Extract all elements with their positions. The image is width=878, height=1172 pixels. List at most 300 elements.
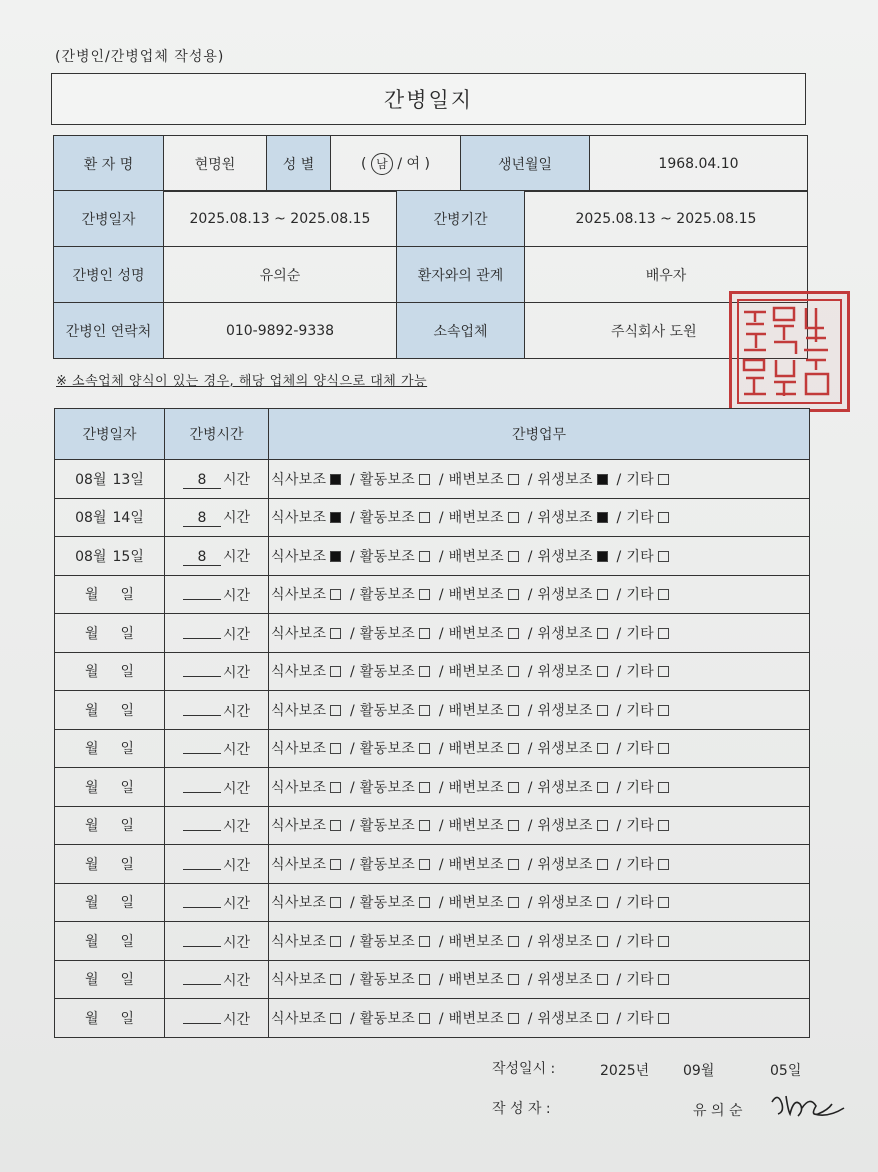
- log-hours-suffix: 시간: [222, 819, 251, 836]
- written-date-label: 작성일시 :: [492, 1061, 556, 1077]
- table-row: [55, 960, 810, 999]
- log-hours-cell: [165, 883, 269, 922]
- duty-checkbox[interactable]: [508, 512, 519, 523]
- author-signature: [768, 1088, 848, 1124]
- duty-label: 배변보조: [448, 933, 504, 950]
- duty-checkbox[interactable]: [419, 897, 430, 908]
- log-duties-cell: 식사보조 / 활동보조 / 배변보조 / 위생보조 / 기타: [269, 768, 810, 807]
- log-hours-cell: [165, 498, 269, 537]
- log-day-suffix: 일: [130, 548, 144, 565]
- relation-label: 환자와의 관계: [397, 247, 525, 303]
- duty-label: 위생보조: [537, 587, 593, 604]
- duty-checkbox[interactable]: [419, 859, 430, 870]
- log-date-cell: [55, 999, 165, 1038]
- log-date-cell: [55, 845, 165, 884]
- table-row: [55, 806, 810, 845]
- log-duties-cell: 식사보조 / 활동보조 / 배변보조 / 위생보조 / 기타: [269, 537, 810, 576]
- table-row: [55, 845, 810, 884]
- duty-label: 활동보조: [359, 510, 416, 527]
- duty-label: 위생보조: [537, 933, 593, 950]
- log-hours-cell: [165, 537, 269, 576]
- duty-label: 기타: [626, 933, 654, 950]
- duty-label: 식사보조: [271, 548, 327, 565]
- written-day: 05일: [770, 1063, 802, 1079]
- log-hours-value: [183, 776, 221, 793]
- duty-checkbox[interactable]: [658, 589, 669, 600]
- log-hours-cell: [165, 691, 269, 730]
- duty-checkbox[interactable]: [658, 936, 669, 947]
- table-row: [55, 999, 810, 1038]
- duty-label: 위생보조: [537, 779, 593, 796]
- duty-label: 활동보조: [359, 664, 416, 681]
- form-title: 간병일지: [51, 73, 806, 125]
- log-duties-cell: 식사보조 / 활동보조 / 배변보조 / 위생보조 / 기타: [269, 960, 810, 999]
- duty-checkbox[interactable]: [658, 859, 669, 870]
- gender-male-circled: 남: [371, 153, 393, 175]
- patient-name-value: 현명원: [164, 136, 267, 192]
- log-hours-suffix: 시간: [222, 934, 251, 951]
- caregiver-contact-value: 010-9892-9338: [164, 303, 397, 359]
- log-hours-suffix: 시간: [222, 742, 251, 759]
- log-month-suffix: 월: [84, 933, 99, 950]
- log-duties-cell: 식사보조 / 활동보조 / 배변보조 / 위생보조 / 기타: [269, 806, 810, 845]
- duty-checkbox[interactable]: [508, 666, 519, 677]
- duty-checkbox[interactable]: [508, 859, 519, 870]
- duty-checkbox[interactable]: [658, 628, 669, 639]
- log-day-suffix: 일: [120, 779, 135, 796]
- duty-checkbox[interactable]: [508, 936, 519, 947]
- duty-checkbox[interactable]: [597, 589, 608, 600]
- duty-label: 기타: [626, 818, 654, 835]
- duty-label: 배변보조: [448, 510, 504, 527]
- log-duties-cell: 식사보조 / 활동보조 / 배변보조 / 위생보조 / 기타: [269, 575, 810, 614]
- care-log-table: [54, 408, 810, 1038]
- duty-checkbox[interactable]: [508, 897, 519, 908]
- log-hours-suffix: 시간: [222, 973, 251, 990]
- log-duties-cell: 식사보조 / 활동보조 / 배변보조 / 위생보조 / 기타: [269, 614, 810, 653]
- log-date-cell: [55, 691, 165, 730]
- log-hours-cell: [165, 614, 269, 653]
- log-hours-cell: [165, 575, 269, 614]
- duty-checkbox[interactable]: [597, 743, 608, 754]
- care-date-label: 간병일자: [54, 191, 164, 247]
- log-date-cell: [55, 729, 165, 768]
- duty-label: 식사보조: [271, 818, 327, 835]
- log-day-suffix: 일: [120, 741, 135, 758]
- log-date-cell: [55, 460, 165, 499]
- log-hours-suffix: 시간: [222, 703, 251, 720]
- duty-label: 식사보조: [271, 1010, 327, 1027]
- log-header-duties: 간병업무: [269, 409, 810, 460]
- log-duties-cell: 식사보조 / 활동보조 / 배변보조 / 위생보조 / 기타: [269, 999, 810, 1038]
- duty-label: 기타: [626, 471, 654, 488]
- care-period-value: 2025.08.13 ~ 2025.08.15: [525, 191, 808, 247]
- duty-label: 식사보조: [271, 895, 327, 912]
- table-row: [55, 537, 810, 576]
- table-row: [55, 575, 810, 614]
- duty-checkbox[interactable]: [658, 512, 669, 523]
- log-month-suffix: 월: [84, 895, 99, 912]
- duty-checkbox[interactable]: [597, 859, 608, 870]
- table-row: [55, 652, 810, 691]
- duty-label: 배변보조: [448, 702, 504, 719]
- duty-label: 배변보조: [448, 1010, 504, 1027]
- duty-label: 위생보조: [537, 741, 593, 758]
- written-year: 2025년: [600, 1063, 650, 1079]
- duty-label: 식사보조: [271, 741, 327, 758]
- log-hours-value: [183, 968, 221, 985]
- duty-checkbox[interactable]: [330, 589, 341, 600]
- duty-label: 기타: [626, 741, 654, 758]
- log-duties-cell: 식사보조 / 활동보조 / 배변보조 / 위생보조 / 기타: [269, 691, 810, 730]
- duty-label: 위생보조: [537, 818, 593, 835]
- duty-label: 기타: [626, 895, 654, 912]
- substitution-note: ※ 소속업체 양식이 있는 경우, 해당 업체의 양식으로 대체 가능: [56, 374, 428, 389]
- log-day-suffix: 일: [120, 818, 135, 835]
- duty-checkbox[interactable]: [419, 666, 430, 677]
- duty-label: 식사보조: [271, 625, 327, 642]
- duty-checkbox[interactable]: [330, 551, 341, 562]
- duty-checkbox[interactable]: [658, 1013, 669, 1024]
- log-hours-value: [183, 583, 221, 600]
- author-name: 유 의 순: [693, 1103, 743, 1119]
- duty-checkbox[interactable]: [330, 897, 341, 908]
- log-hours-cell: [165, 806, 269, 845]
- table-row: [55, 729, 810, 768]
- log-hours-suffix: 시간: [222, 471, 251, 488]
- log-month-suffix: 월: [84, 587, 99, 604]
- log-hours-cell: [165, 845, 269, 884]
- log-hours-suffix: 시간: [222, 510, 251, 527]
- gender-label: 성 별: [267, 136, 331, 192]
- duty-label: 위생보조: [537, 702, 593, 719]
- log-month-suffix: 월: [84, 1010, 99, 1027]
- duty-checkbox[interactable]: [597, 512, 608, 523]
- care-info-table: [53, 190, 808, 359]
- duty-checkbox[interactable]: [330, 782, 341, 793]
- duty-label: 기타: [626, 664, 654, 681]
- seal-glyphs: [732, 294, 847, 409]
- log-date-cell: [55, 768, 165, 807]
- duty-checkbox[interactable]: [419, 936, 430, 947]
- duty-label: 활동보조: [359, 1010, 416, 1027]
- duty-label: 기타: [626, 972, 654, 989]
- log-hours-cell: [165, 652, 269, 691]
- duty-label: 위생보조: [537, 1010, 593, 1027]
- duty-label: 식사보조: [271, 933, 327, 950]
- table-row: [55, 460, 810, 499]
- log-hours-value: [183, 853, 221, 870]
- duty-label: 배변보조: [448, 818, 504, 835]
- duty-checkbox[interactable]: [597, 666, 608, 677]
- duty-label: 기타: [626, 548, 654, 565]
- duty-label: 활동보조: [359, 856, 416, 873]
- patient-info-table: [53, 135, 808, 192]
- duty-label: 위생보조: [537, 625, 593, 642]
- duty-checkbox[interactable]: [419, 628, 430, 639]
- duty-checkbox[interactable]: [597, 974, 608, 985]
- duty-label: 위생보조: [537, 664, 593, 681]
- table-row: [55, 691, 810, 730]
- duty-checkbox[interactable]: [419, 820, 430, 831]
- duty-checkbox[interactable]: [658, 666, 669, 677]
- duty-checkbox[interactable]: [419, 589, 430, 600]
- log-hours-value: [183, 737, 221, 754]
- duty-checkbox[interactable]: [597, 628, 608, 639]
- log-hours-value: [183, 891, 221, 908]
- duty-checkbox[interactable]: [330, 705, 341, 716]
- duty-label: 활동보조: [359, 818, 416, 835]
- duty-checkbox[interactable]: [597, 820, 608, 831]
- duty-checkbox[interactable]: [508, 974, 519, 985]
- log-month-suffix: 월: [92, 510, 107, 527]
- duty-checkbox[interactable]: [419, 512, 430, 523]
- log-month-suffix: 월: [92, 471, 107, 488]
- log-hours-suffix: 시간: [222, 548, 251, 565]
- duty-checkbox[interactable]: [330, 666, 341, 677]
- duty-label: 활동보조: [359, 587, 416, 604]
- table-row: [55, 614, 810, 653]
- log-hours-suffix: 시간: [222, 665, 251, 682]
- log-hours-value: [183, 699, 221, 716]
- form-subtitle: (간병인/간병업체 작성용): [55, 49, 225, 65]
- log-date-cell: [55, 575, 165, 614]
- duty-checkbox[interactable]: [419, 1013, 430, 1024]
- relation-value: 배우자: [525, 247, 808, 303]
- caregiver-name-value: 유의순: [164, 247, 397, 303]
- duty-label: 식사보조: [271, 471, 327, 488]
- log-hours-value: 8: [183, 472, 221, 489]
- duty-label: 기타: [626, 587, 654, 604]
- log-day-suffix: 일: [120, 972, 135, 989]
- duty-label: 활동보조: [359, 548, 416, 565]
- duty-checkbox[interactable]: [419, 551, 430, 562]
- duty-checkbox[interactable]: [508, 474, 519, 485]
- duty-checkbox[interactable]: [597, 474, 608, 485]
- log-hours-suffix: 시간: [222, 588, 251, 605]
- author-label: 작 성 자 :: [492, 1101, 551, 1117]
- log-month: 08: [75, 471, 93, 488]
- duty-checkbox[interactable]: [658, 974, 669, 985]
- log-duties-cell: 식사보조 / 활동보조 / 배변보조 / 위생보조 / 기타: [269, 652, 810, 691]
- log-day-suffix: 일: [120, 895, 135, 912]
- duty-checkbox[interactable]: [508, 589, 519, 600]
- duty-label: 활동보조: [359, 625, 416, 642]
- duty-label: 위생보조: [537, 972, 593, 989]
- written-month: 09월: [683, 1063, 715, 1079]
- duty-checkbox[interactable]: [508, 628, 519, 639]
- caregiver-contact-label: 간병인 연락처: [54, 303, 164, 359]
- duty-checkbox[interactable]: [419, 782, 430, 793]
- log-duties-cell: 식사보조 / 활동보조 / 배변보조 / 위생보조 / 기타: [269, 883, 810, 922]
- duty-label: 식사보조: [271, 702, 327, 719]
- log-day-suffix: 일: [130, 471, 144, 488]
- duty-checkbox[interactable]: [330, 820, 341, 831]
- log-month-suffix: 월: [84, 741, 99, 758]
- log-hours-suffix: 시간: [222, 626, 251, 643]
- log-date-cell: [55, 960, 165, 999]
- log-month-suffix: 월: [92, 548, 107, 565]
- duty-checkbox[interactable]: [597, 551, 608, 562]
- duty-checkbox[interactable]: [658, 743, 669, 754]
- duty-label: 식사보조: [271, 779, 327, 796]
- duty-label: 배변보조: [448, 741, 504, 758]
- duty-label: 식사보조: [271, 972, 327, 989]
- duty-checkbox[interactable]: [597, 782, 608, 793]
- duty-label: 식사보조: [271, 510, 327, 527]
- log-duties-cell: 식사보조 / 활동보조 / 배변보조 / 위생보조 / 기타: [269, 729, 810, 768]
- gender-female: 여: [406, 155, 421, 172]
- log-day-suffix: 일: [120, 856, 135, 873]
- duty-label: 활동보조: [359, 779, 416, 796]
- duty-checkbox[interactable]: [597, 705, 608, 716]
- log-hours-cell: [165, 460, 269, 499]
- duty-label: 활동보조: [359, 702, 416, 719]
- duty-checkbox[interactable]: [658, 897, 669, 908]
- table-row: [55, 922, 810, 961]
- duty-checkbox[interactable]: [508, 782, 519, 793]
- log-hours-value: [183, 1007, 221, 1024]
- log-hours-suffix: 시간: [222, 857, 251, 874]
- duty-label: 배변보조: [448, 972, 504, 989]
- duty-label: 기타: [626, 779, 654, 796]
- log-hours-value: [183, 622, 221, 639]
- duty-checkbox[interactable]: [508, 705, 519, 716]
- log-date-cell: [55, 614, 165, 653]
- duty-label: 위생보조: [537, 856, 593, 873]
- duty-label: 위생보조: [537, 895, 593, 912]
- log-month: 08: [75, 510, 93, 527]
- duty-label: 기타: [626, 510, 654, 527]
- caregiver-name-label: 간병인 성명: [54, 247, 164, 303]
- duty-label: 배변보조: [448, 548, 504, 565]
- duty-checkbox[interactable]: [508, 743, 519, 754]
- duty-label: 식사보조: [271, 856, 327, 873]
- care-period-label: 간병기간: [397, 191, 525, 247]
- duty-checkbox[interactable]: [330, 743, 341, 754]
- duty-checkbox[interactable]: [330, 859, 341, 870]
- company-seal-stamp: [729, 291, 850, 412]
- duty-label: 위생보조: [537, 510, 593, 527]
- log-date-cell: [55, 537, 165, 576]
- duty-label: 배변보조: [448, 856, 504, 873]
- log-day: 14: [112, 510, 131, 527]
- duty-checkbox[interactable]: [330, 474, 341, 485]
- duty-label: 위생보조: [537, 471, 593, 488]
- table-row: [55, 883, 810, 922]
- duty-label: 배변보조: [448, 471, 504, 488]
- table-row: [55, 498, 810, 537]
- duty-checkbox[interactable]: [508, 1013, 519, 1024]
- duty-checkbox[interactable]: [419, 974, 430, 985]
- duty-checkbox[interactable]: [508, 820, 519, 831]
- duty-checkbox[interactable]: [330, 512, 341, 523]
- duty-label: 기타: [626, 856, 654, 873]
- log-day-suffix: 일: [120, 664, 135, 681]
- log-hours-cell: [165, 960, 269, 999]
- duty-label: 기타: [626, 625, 654, 642]
- log-day: 13: [112, 471, 131, 488]
- duty-label: 배변보조: [448, 625, 504, 642]
- log-duties-cell: 식사보조 / 활동보조 / 배변보조 / 위생보조 / 기타: [269, 498, 810, 537]
- duty-checkbox[interactable]: [330, 936, 341, 947]
- log-date-cell: [55, 883, 165, 922]
- patient-name-label: 환 자 명: [54, 136, 164, 192]
- dob-label: 생년월일: [461, 136, 590, 192]
- log-month-suffix: 월: [84, 779, 99, 796]
- table-row: [55, 768, 810, 807]
- log-day-suffix: 일: [130, 510, 144, 527]
- log-hours-value: [183, 660, 221, 677]
- care-log-rows: [55, 460, 810, 1038]
- log-hours-suffix: 시간: [222, 1011, 251, 1028]
- duty-label: 배변보조: [448, 895, 504, 912]
- company-value: 주식회사 도원: [525, 303, 808, 359]
- duty-checkbox[interactable]: [330, 628, 341, 639]
- log-date-cell: [55, 652, 165, 691]
- log-month-suffix: 월: [84, 702, 99, 719]
- duty-checkbox[interactable]: [419, 474, 430, 485]
- duty-checkbox[interactable]: [597, 936, 608, 947]
- log-month: 08: [75, 548, 93, 565]
- duty-label: 배변보조: [448, 587, 504, 604]
- log-month-suffix: 월: [84, 818, 99, 835]
- duty-checkbox[interactable]: [330, 974, 341, 985]
- duty-label: 기타: [626, 702, 654, 719]
- log-day-suffix: 일: [120, 1010, 135, 1027]
- duty-checkbox[interactable]: [419, 743, 430, 754]
- duty-label: 식사보조: [271, 587, 327, 604]
- log-duties-cell: 식사보조 / 활동보조 / 배변보조 / 위생보조 / 기타: [269, 845, 810, 884]
- duty-checkbox[interactable]: [658, 474, 669, 485]
- log-month-suffix: 월: [84, 856, 99, 873]
- duty-checkbox[interactable]: [658, 820, 669, 831]
- duty-label: 배변보조: [448, 779, 504, 796]
- log-hours-cell: [165, 922, 269, 961]
- duty-label: 식사보조: [271, 664, 327, 681]
- log-hours-cell: [165, 768, 269, 807]
- log-month-suffix: 월: [84, 625, 99, 642]
- log-header-hours: 간병시간: [165, 409, 269, 460]
- duty-checkbox[interactable]: [597, 1013, 608, 1024]
- log-month-suffix: 월: [84, 972, 99, 989]
- duty-checkbox[interactable]: [658, 705, 669, 716]
- duty-checkbox[interactable]: [508, 551, 519, 562]
- duty-checkbox[interactable]: [658, 551, 669, 562]
- log-header-date: 간병일자: [55, 409, 165, 460]
- log-date-cell: [55, 498, 165, 537]
- duty-checkbox[interactable]: [330, 1013, 341, 1024]
- dob-value: 1968.04.10: [590, 136, 808, 192]
- log-day-suffix: 일: [120, 587, 135, 604]
- duty-checkbox[interactable]: [658, 782, 669, 793]
- duty-label: 기타: [626, 1010, 654, 1027]
- duty-label: 활동보조: [359, 741, 416, 758]
- log-day: 15: [112, 548, 131, 565]
- duty-checkbox[interactable]: [419, 705, 430, 716]
- log-day-suffix: 일: [120, 933, 135, 950]
- log-hours-suffix: 시간: [222, 896, 251, 913]
- log-hours-value: 8: [183, 510, 221, 527]
- log-duties-cell: 식사보조 / 활동보조 / 배변보조 / 위생보조 / 기타: [269, 922, 810, 961]
- log-hours-value: [183, 814, 221, 831]
- duty-checkbox[interactable]: [597, 897, 608, 908]
- duty-label: 활동보조: [359, 972, 416, 989]
- log-hours-suffix: 시간: [222, 780, 251, 797]
- log-date-cell: [55, 806, 165, 845]
- care-date-value: 2025.08.13 ~ 2025.08.15: [164, 191, 397, 247]
- log-day-suffix: 일: [120, 625, 135, 642]
